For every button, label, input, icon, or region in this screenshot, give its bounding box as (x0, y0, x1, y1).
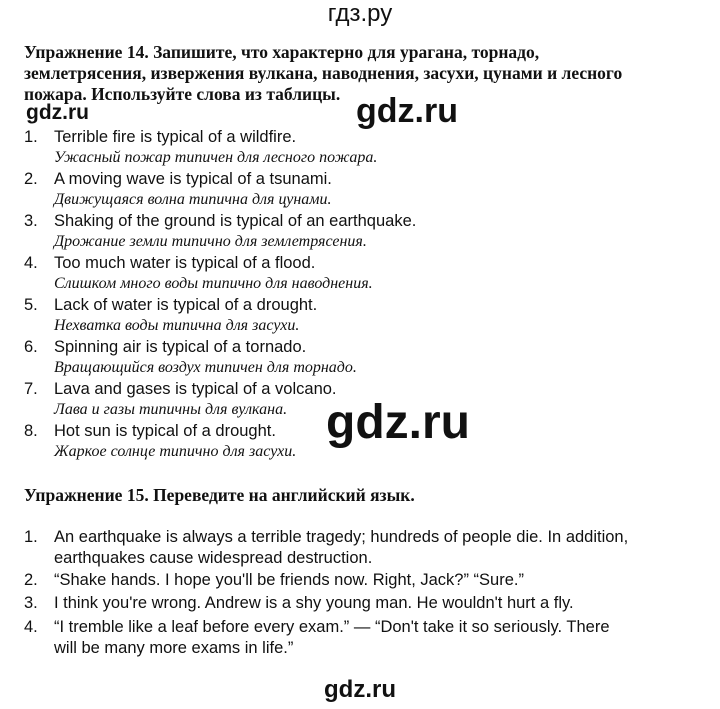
item-line: “Shake hands. I hope you'll be friends now. Right, Jack?” “Sure.” (54, 571, 524, 589)
item-russian: Нехватка воды типична для засухи. (54, 317, 300, 334)
item-russian: Слишком много воды типично для наводнения. (54, 275, 373, 292)
item-number: 8. (24, 422, 38, 440)
item-line: earthquakes cause widespread destruction. (54, 549, 373, 567)
item-number: 1. (24, 128, 38, 146)
item-russian: Вращающийся воздух типичен для торнадо. (54, 359, 357, 376)
item-english: A moving wave is typical of a tsunami. (54, 170, 332, 188)
item-number: 2. (24, 170, 38, 188)
item-russian: Движущаяся волна типична для цунами. (54, 191, 332, 208)
item-number: 4. (24, 618, 38, 636)
site-header-logo: гдз.ру (327, 0, 393, 27)
item-number: 3. (24, 594, 38, 612)
item-english: Hot sun is typical of a drought. (54, 422, 276, 440)
watermark: gdz.ru (326, 396, 470, 449)
item-number: 4. (24, 254, 38, 272)
item-russian: Ужасный пожар типичен для лесного пожара. (54, 149, 378, 166)
item-english: Shaking of the ground is typical of an earthquake. (54, 212, 417, 230)
item-russian: Дрожание земли типично для землетрясения. (54, 233, 367, 250)
item-line: I think you're wrong. Andrew is a shy young man. He wouldn't hurt a fly. (54, 594, 574, 612)
site-footer-watermark: gdz.ru (324, 676, 396, 703)
item-line: An earthquake is always a terrible tragedy; hundreds of people die. In addition, (54, 528, 629, 546)
item-number: 6. (24, 338, 38, 356)
exercise-15-heading: Упражнение 15. Переведите на английский язык. (24, 485, 415, 505)
watermark: gdz.ru (26, 101, 89, 124)
item-line: “I tremble like a leaf before every exam.” — “Don't take it so seriously. There (54, 618, 610, 636)
item-number: 7. (24, 380, 38, 398)
item-number: 1. (24, 528, 38, 546)
item-russian: Лава и газы типичны для вулкана. (54, 401, 288, 418)
item-english: Lack of water is typical of a drought. (54, 296, 318, 314)
exercise-14-heading: Упражнение 14. Запишите, что характерно для урагана, торнадо, землетрясения, извержения вулкана, наводнения, засухи, цунами и лесного пожара. Используйте слова из таблицы. (24, 42, 623, 104)
item-english: Terrible fire is typical of a wildfire. (54, 128, 297, 146)
item-number: 5. (24, 296, 38, 314)
item-english: Lava and gases is typical of a volcano. (54, 380, 337, 398)
watermark: gdz.ru (356, 92, 458, 130)
item-line: will be many more exams in life.” (54, 639, 294, 657)
item-english: Too much water is typical of a flood. (54, 254, 316, 272)
item-english: Spinning air is typical of a tornado. (54, 338, 307, 356)
item-number: 2. (24, 571, 38, 589)
item-number: 3. (24, 212, 38, 230)
item-russian: Жаркое солнце типично для засухи. (54, 443, 297, 460)
